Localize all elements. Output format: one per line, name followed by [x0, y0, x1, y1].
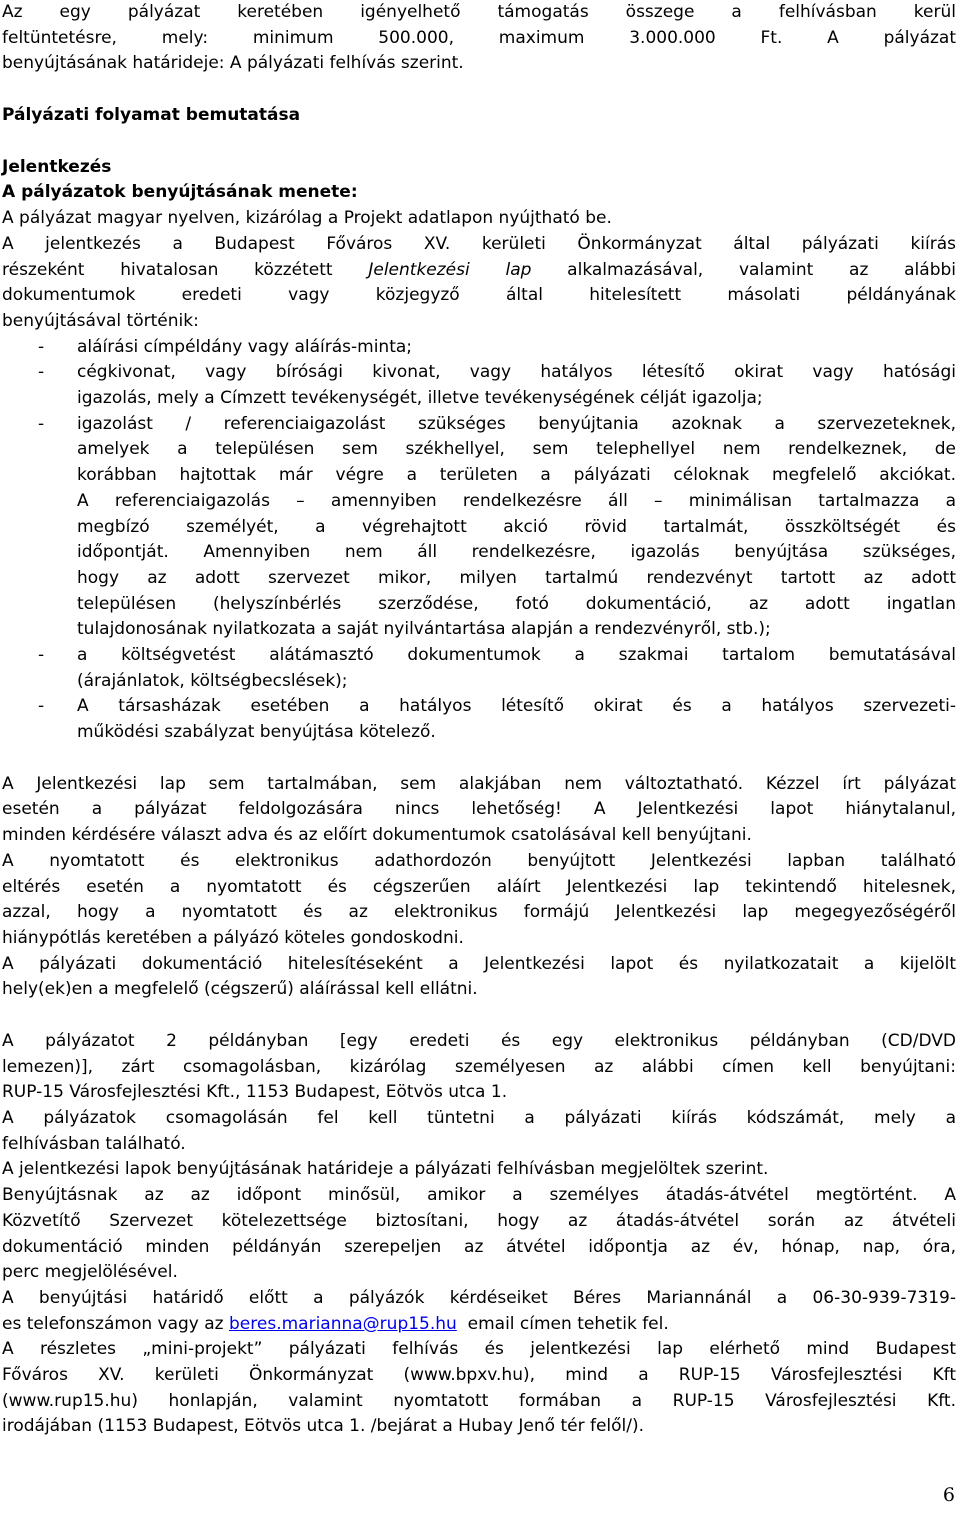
list-item-line: A referenciaigazolás – amennyiben rendelkezésre áll – minimálisan tartalmazza a [77, 490, 956, 511]
intro-paragraph [2, 0, 956, 77]
list-item-line: időpontját. Amennyiben nem áll rendelkezésre, igazolás benyújtása szükséges, [77, 542, 956, 563]
contact-before: es telefonszámon vagy az [2, 1313, 224, 1334]
list-dash: - [38, 413, 45, 434]
list-item [2, 412, 956, 643]
list-item-line: tulajdonosának nyilatkozata a saját nyilvántartása alapján a rendezvényről, stb.); [77, 619, 771, 640]
list-item-line: igazolás, mely a Címzett tevékenységét, illetve tevékenységének célját igazolja; [77, 388, 763, 409]
list-dash: - [38, 644, 45, 665]
registration-line-3: dokumentumok eredeti vagy közjegyző által hitelesített másolati példányának [2, 285, 956, 306]
list-item [2, 694, 956, 745]
list-item-line: igazolást / referenciaigazolást szükséges benyújtania azoknak a szervezeteknek, [77, 413, 956, 434]
registration-line-2a: részeként hivatalosan közzétett [2, 259, 333, 280]
intro-line-3: benyújtásának határideje: A pályázati felhívás szerint. [2, 53, 464, 74]
paragraph-line: A pályázati dokumentáció hitelesítéseként a Jelentkezési lapot és nyilatkozatait a kijelölt [2, 953, 956, 974]
paragraph-line: Benyújtásnak az az időpont minősül, amikor a személyes átadás-átvétel megtörtént. A [2, 1185, 956, 1206]
list-dash: - [38, 696, 45, 717]
contact-line [2, 1312, 956, 1338]
registration-line-2b: alkalmazásával, valamint az alábbi [567, 259, 956, 280]
list-dash: - [38, 362, 45, 383]
paragraph-line: A Jelentkezési lap sem tartalmában, sem alakjában nem változtatható. Kézzel írt pályázat [2, 773, 956, 794]
intro-line-2: feltüntetésre, mely: minimum 500.000, maximum 3.000.000 Ft. A pályázat [2, 27, 956, 48]
paragraph-line: A pályázatot 2 példányban [egy eredeti és egy elektronikus példányban (CD/DVD [2, 1030, 956, 1051]
paragraph-line: A részletes „mini-projekt” pályázati felhívás és jelentkezési lap elérhető mind Budapest [2, 1339, 956, 1360]
paragraph-line: Közvetítő Szervezet kötelezettsége biztosítani, hogy az átadás-átvétel során az átvételi [2, 1210, 956, 1231]
paragraph-line: hely(ek)en a megfelelő (cégszerű) aláírással kell ellátni. [2, 979, 478, 1000]
section-title: Pályázati folyamat bemutatása [2, 105, 301, 126]
language-line: A pályázat magyar nyelven, kizárólag a Projekt adatlapon nyújtható be. [2, 208, 612, 229]
paragraph-line: azzal, hogy a nyomtatott és az elektronikus formájú Jelentkezési lap megegyezőségéről [2, 902, 956, 923]
required-documents-list [2, 335, 956, 746]
list-item-line: megbízó személyét, a végrehajtott akció rövid tartalmát, összköltségét és [77, 516, 956, 537]
list-item-line: a költségvetést alátámasztó dokumentumok a szakmai tartalom bemutatásával [77, 644, 956, 665]
list-item-line: amelyek a településen sem székhellyel, sem telephellyel nem rendelkeznek, de [77, 439, 956, 460]
list-item [2, 360, 956, 411]
email-link[interactable]: beres.marianna@rup15.hu [229, 1313, 457, 1334]
submission-paragraph [2, 1029, 956, 1440]
registration-paragraph [2, 232, 956, 335]
form-rules-paragraph [2, 772, 956, 1003]
subsection-title: Jelentkezés [2, 156, 112, 177]
paragraph-line: perc megjelölésével. [2, 1262, 178, 1283]
list-item [2, 335, 956, 361]
paragraph-line: A jelentkezési lapok benyújtásának határideje a pályázati felhívásban megjelöltek szerint. [2, 1159, 769, 1180]
list-item-line: aláírási címpéldány vagy aláírás-minta; [77, 336, 413, 357]
registration-line-1: A jelentkezés a Budapest Főváros XV. kerületi Önkormányzat által pályázati kiírás [2, 233, 956, 254]
list-item-line: cégkivonat, vagy bírósági kivonat, vagy hatályos létesítő okirat vagy hatósági [77, 362, 956, 383]
page-number: 6 [942, 1484, 955, 1506]
paragraph-line: felhívásban található. [2, 1133, 186, 1154]
paragraph-line: eltérés esetén a nyomtatott és cégszerűen aláírt Jelentkezési lap tekintendő hitelesnek, [2, 876, 956, 897]
registration-line-4: benyújtásával történik: [2, 310, 199, 331]
paragraph-line: hiánypótlás keretében a pályázó köteles gondoskodni. [2, 927, 464, 948]
list-item-line: hogy az adott szervezet mikor, milyen tartalmú rendezvényt tartott az adott [77, 567, 956, 588]
list-dash: - [38, 336, 45, 357]
paragraph-line: lemezen)], zárt csomagolásban, kizárólag személyesen az alábbi címen kell benyújtani: [2, 1056, 956, 1077]
paragraph-line: A benyújtási határidő előtt a pályázók kérdéseiket Béres Mariannánál a 06-30-939-7319- [2, 1287, 956, 1308]
document-page [2, 0, 956, 1440]
paragraph-line: (www.rup15.hu) honlapján, valamint nyomtatott formában a RUP-15 Városfejlesztési Kft. [2, 1390, 956, 1411]
paragraph-line: esetén a pályázat feldolgozására nincs lehetőség! A Jelentkezési lapot hiánytalanul, [2, 799, 956, 820]
paragraph-line: dokumentáció minden példányán szerepeljen az átvétel időpontja az év, hónap, nap, óra, [2, 1236, 956, 1257]
list-item-line: korábban hajtottak már végre a területen a pályázati céloknak megfelelő akciókat. [77, 465, 956, 486]
intro-line-1: Az egy pályázat keretében igényelhető támogatás összege a felhívásban kerül [2, 2, 956, 22]
paragraph-line: minden kérdésére választ adva és az előírt dokumentumok csatolásával kell benyújtani. [2, 825, 752, 846]
paragraph-line: A pályázatok csomagolásán fel kell tüntetni a pályázati kiírás kódszámát, mely a [2, 1108, 956, 1129]
contact-after: email címen tehetik fel. [467, 1313, 669, 1334]
list-item [2, 643, 956, 694]
paragraph-line: Főváros XV. kerületi Önkormányzat (www.bpxv.hu), mind a RUP-15 Városfejlesztési Kft [2, 1364, 956, 1385]
jelentkezesi-lap-term: Jelentkezési lap [368, 259, 532, 280]
list-item-line: működési szabályzat benyújtása kötelező. [77, 722, 436, 743]
paragraph-line: irodájában (1153 Budapest, Eötvös utca 1. /bejárat a Hubay Jenő tér felől/). [2, 1416, 645, 1437]
list-item-line: településen (helyszínbérlés szerződése, fotó dokumentáció, az adott ingatlan [77, 593, 956, 614]
list-item-line: A társasházak esetében a hatályos létesítő okirat és a hatályos szervezeti- [77, 696, 956, 717]
subsubsection-title: A pályázatok benyújtásának menete: [2, 182, 358, 203]
paragraph-line: A nyomtatott és elektronikus adathordozón benyújtott Jelentkezési lapban található [2, 850, 956, 871]
list-item-line: (árajánlatok, költségbecslések); [77, 670, 348, 691]
registration-line-2 [2, 258, 956, 284]
paragraph-line: RUP-15 Városfejlesztési Kft., 1153 Budapest, Eötvös utca 1. [2, 1082, 508, 1103]
